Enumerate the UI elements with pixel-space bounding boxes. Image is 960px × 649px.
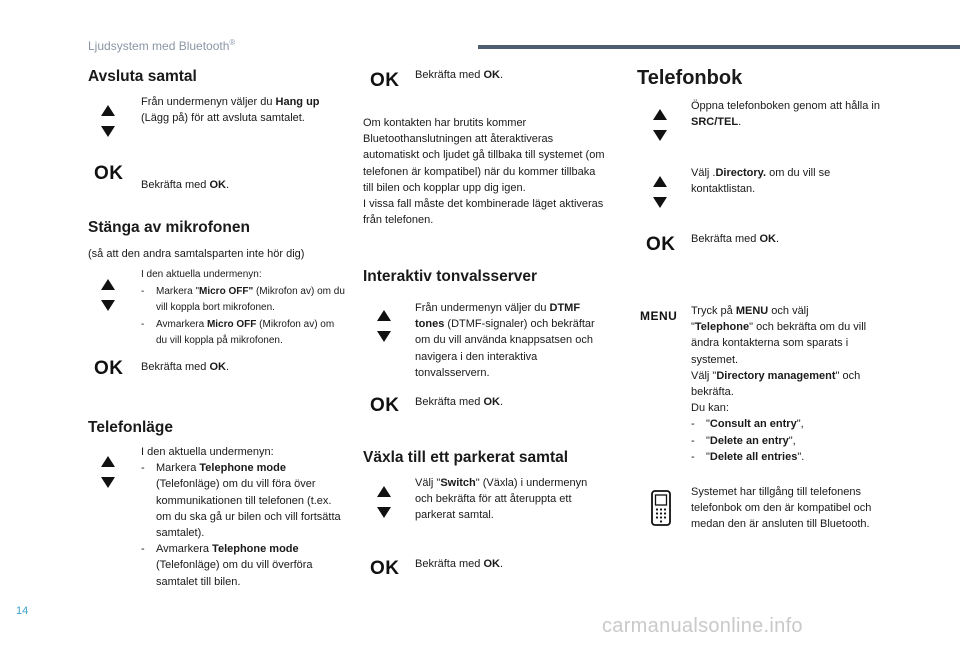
mobile-phone-icon xyxy=(651,490,671,526)
ok-button-icon: OK xyxy=(370,395,400,416)
heading-interaktiv-tonvalsserver: Interaktiv tonvalsserver xyxy=(363,268,538,285)
interaktiv-step2-text: Bekräfta med OK. xyxy=(415,396,504,408)
up-down-arrows-icon xyxy=(101,105,115,137)
up-down-arrows-icon xyxy=(101,279,115,311)
up-down-arrows-icon xyxy=(101,456,115,488)
avsluta-step2-text: Bekräfta med OK. xyxy=(141,179,230,191)
up-down-arrows-icon xyxy=(377,486,391,518)
page-header-title: Ljudsystem med Bluetooth® xyxy=(88,38,236,53)
page-number: 14 xyxy=(16,605,29,617)
vaxla-step2-text: Bekräfta med OK. xyxy=(415,558,504,570)
ok-button-icon: OK xyxy=(370,70,400,91)
heading-stanga-mikrofonen: Stänga av mikrofonen xyxy=(88,219,250,236)
vaxla-step1-text: Välj "Switch" (Växla) i undermenyn och bekräfta för att återuppta ett parkerat samtal. xyxy=(415,477,588,522)
avsluta-step1-text: Från undermenyn väljer du Hang up (Lägg på) för att avsluta samtalet. xyxy=(141,96,320,125)
up-down-arrows-icon xyxy=(653,109,667,141)
telefonbok-step3-text: Bekräfta med OK. xyxy=(691,233,780,245)
heading-vaxla-parkerat-samtal: Växla till ett parkerat samtal xyxy=(363,449,569,466)
mikrofon-step2-text: Bekräfta med OK. xyxy=(141,361,230,373)
ok-button-icon: OK xyxy=(370,558,400,579)
mikrofon-step1-text: I den aktuella undermenyn: - Markera "Micro OFF" (Mikrofon av) om du vill koppla bort mikrofonen. - Avmarkera Micro OFF (Mikrofon av) om du vill koppla på mikrofonen. xyxy=(141,269,345,346)
telefonbok-step1-text: Öppna telefonboken genom att hålla in SRC/TEL. xyxy=(691,100,880,129)
heading-avsluta-samtal: Avsluta samtal xyxy=(88,68,197,85)
reconnect-paragraph: Om kontakten har brutits kommer Bluetoothanslutningen att återaktiveras automatiskt och ljudet gå tillbaka till systemet (om telefonen är kompatibel) när du kommer tillbaka till bilen och kopplar upp dig igen. I vissa fall måste det kombinerade läget aktiveras från telefonen. xyxy=(363,117,605,227)
telefonbok-step4-text: Tryck på MENU och välj "Telephone" och bekräfta om du vill ändra kontakterna som sparats i systemet. Välj "Directory management" och bekräfta. Du kan: - "Consult an entry", - "Delete an entry", - "Delete all entries". xyxy=(691,305,867,463)
watermark: carmanualsonline.info xyxy=(602,615,803,637)
mikrofon-intro-text: (så att den andra samtalsparten inte hör dig) xyxy=(88,248,305,260)
ok-button-icon: OK xyxy=(646,234,676,255)
heading-telefonlage: Telefonläge xyxy=(88,419,173,436)
heading-telefonbok: Telefonbok xyxy=(637,67,743,89)
telefonbok-step2-text: Välj .Directory. om du vill se kontaktlistan. xyxy=(691,167,831,196)
ok-button-icon: OK xyxy=(94,163,124,184)
header-bar xyxy=(478,45,960,49)
telefonbok-note-text: Systemet har tillgång till telefonens telefonbok om den är kompatibel och medan den är ansluten till Bluetooth. xyxy=(691,486,872,531)
up-down-arrows-icon xyxy=(377,310,391,342)
middle-confirm-text: Bekräfta med OK. xyxy=(415,69,504,81)
menu-button-icon: MENU xyxy=(640,309,678,323)
telefonlage-step-text: I den aktuella undermenyn: - Markera Telephone mode (Telefonläge) om du vill föra över kommunikationen till telefonen (t.ex. om du ska gå ur bilen och vill fortsätta samtalet). - Avmarkera Telephone mode (Telefonläge) om du vill överföra samtalet till bilen. xyxy=(141,446,341,588)
interaktiv-step1-text: Från undermenyn väljer du DTMF tones (DTMF-signaler) och bekräftar om du vill använda knappsatsen och navigera i den interaktiva tonvalsservern. xyxy=(415,302,595,379)
up-down-arrows-icon xyxy=(653,176,667,208)
ok-button-icon: OK xyxy=(94,358,124,379)
